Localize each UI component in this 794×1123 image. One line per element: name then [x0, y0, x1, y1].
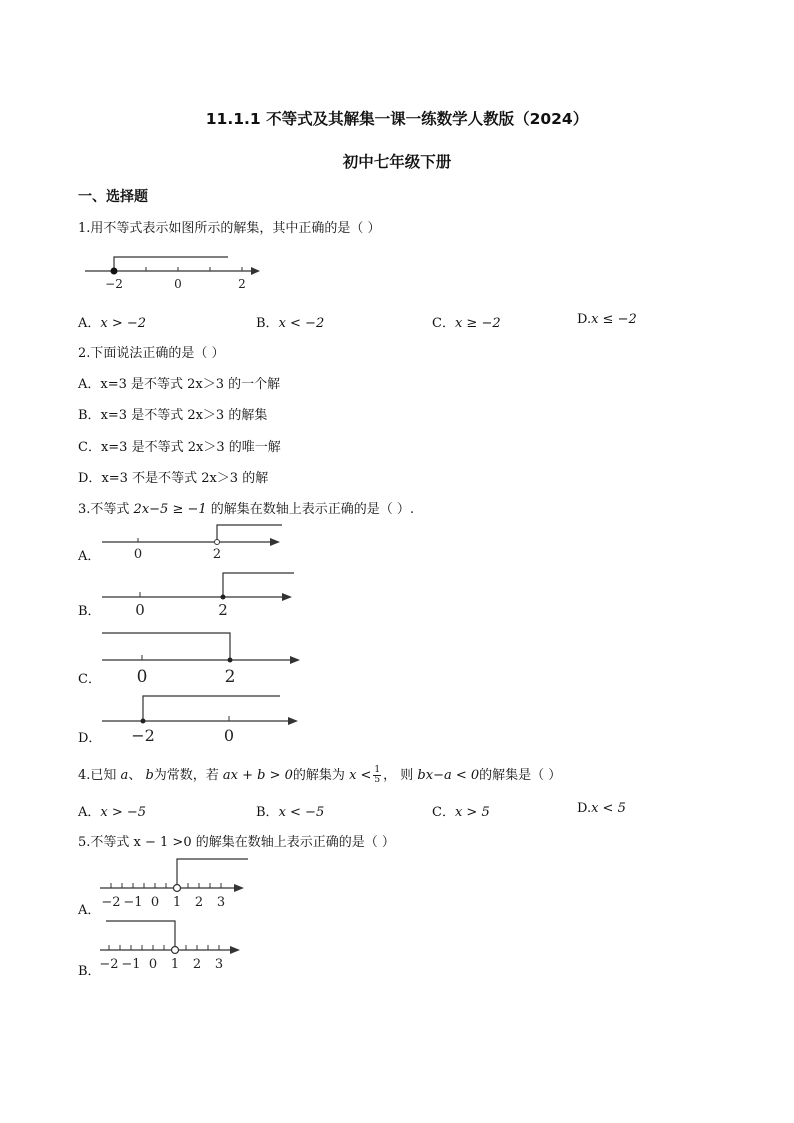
- stem-math: ax + b > 0: [222, 768, 293, 783]
- option-text: x=3 是不等式 2x＞3 的一个解: [100, 377, 281, 392]
- tick-label: −2: [131, 726, 155, 745]
- tick-label: 2: [212, 547, 222, 562]
- tick-label: 2: [192, 957, 202, 972]
- stem-math: 2x−5 ≥ −1: [133, 502, 207, 517]
- stem-text: 为常数，若: [153, 768, 223, 783]
- document-subtitle: 初中七年级下册: [342, 153, 452, 171]
- option-label: A．: [78, 805, 101, 820]
- tick-label: 1: [170, 957, 180, 972]
- q2-option-b[interactable]: [78, 404, 267, 423]
- q3-option-c-label[interactable]: C．: [78, 672, 101, 687]
- tick-label: −2: [101, 895, 121, 910]
- q5-option-b-label[interactable]: B．: [78, 964, 101, 979]
- option-label: A．: [78, 377, 101, 392]
- stem-math: bx−a < 0: [417, 768, 480, 783]
- option-label: B．: [78, 408, 101, 423]
- tick-label: 2: [224, 667, 236, 687]
- stem-text: ， 则: [383, 768, 418, 783]
- document-title: 11.1.1 不等式及其解集一课一练数学人教版（2024）: [205, 110, 589, 128]
- q2-option-c[interactable]: [78, 436, 281, 455]
- option-text: x=3 不是不等式 2x＞3 的解: [101, 471, 269, 486]
- stem-math: x <: [349, 768, 372, 783]
- option-label: A．: [78, 316, 101, 331]
- fraction: [373, 766, 381, 785]
- option-math: x > −5: [100, 805, 147, 820]
- q3-option-d-label[interactable]: D．: [78, 731, 102, 746]
- fraction-numerator: 1: [374, 765, 381, 775]
- q2-option-d[interactable]: [78, 467, 268, 486]
- option-label: C．: [78, 440, 101, 455]
- option-math: x ≤ −2: [591, 312, 637, 327]
- tick-label: 0: [174, 277, 182, 291]
- stem-text: 、: [128, 768, 146, 783]
- q4-option-d[interactable]: [577, 801, 626, 816]
- stem-text: 3.不等式: [78, 502, 134, 517]
- option-label: D.: [577, 312, 592, 327]
- question-1-stem: 1.用不等式表示如图所示的解集，其中正确的是（ ）: [78, 221, 381, 236]
- option-label: C．: [432, 316, 455, 331]
- q3-option-b-label[interactable]: B．: [78, 604, 101, 619]
- tick-label: 0: [133, 547, 143, 562]
- q5-option-a-number-line[interactable]: [98, 855, 258, 910]
- stem-text: 的解集在数轴上表示正确的是（ ）.: [206, 502, 415, 517]
- tick-label: 0: [150, 895, 160, 910]
- question-3-stem: [78, 498, 414, 517]
- tick-label: 2: [238, 277, 246, 291]
- option-text: x=3 是不等式 2x＞3 的解集: [100, 408, 268, 423]
- question-1-number-line: [80, 250, 270, 295]
- stem-math: a: [120, 768, 129, 783]
- option-math: x ≥ −2: [454, 316, 501, 331]
- question-2-stem: 2.下面说法正确的是（ ）: [78, 346, 225, 361]
- option-math: x > 5: [454, 805, 490, 820]
- tick-label: 3: [214, 957, 224, 972]
- q3-option-c-number-line[interactable]: [98, 628, 308, 688]
- tick-label: 2: [218, 601, 228, 619]
- tick-label: 2: [194, 895, 204, 910]
- option-math: x < −5: [278, 805, 325, 820]
- tick-label: −1: [121, 957, 141, 972]
- question-5-stem: 5.不等式 x − 1 >0 的解集在数轴上表示正确的是（ ）: [78, 835, 395, 850]
- q2-option-a[interactable]: [78, 373, 280, 392]
- q1-option-c[interactable]: [432, 312, 501, 331]
- option-label: D．: [78, 471, 102, 486]
- q3-option-a-number-line[interactable]: [98, 520, 288, 560]
- q4-option-a[interactable]: [78, 801, 146, 820]
- option-math: x < 5: [591, 801, 626, 816]
- q4-option-b[interactable]: [256, 801, 324, 820]
- q1-option-a[interactable]: [78, 312, 146, 331]
- tick-label: 3: [216, 895, 226, 910]
- stem-text: 4.已知: [78, 768, 121, 783]
- question-4-stem: [78, 764, 561, 785]
- option-label: B．: [256, 316, 279, 331]
- section-title: 一、选择题: [78, 189, 148, 205]
- option-text: x=3 是不等式 2x＞3 的唯一解: [100, 440, 281, 455]
- tick-label: −2: [99, 957, 119, 972]
- q3-option-b-number-line[interactable]: [98, 570, 298, 620]
- tick-label: 0: [148, 957, 158, 972]
- stem-text: 的解集为: [292, 768, 350, 783]
- option-math: x > −2: [100, 316, 147, 331]
- option-label: B．: [256, 805, 279, 820]
- tick-label: 1: [172, 895, 182, 910]
- q3-option-d-number-line[interactable]: [98, 690, 308, 745]
- q3-option-a-label[interactable]: A．: [78, 549, 101, 564]
- q5-option-a-label[interactable]: A．: [78, 903, 101, 918]
- tick-label: 0: [223, 726, 235, 745]
- tick-label: −2: [105, 277, 123, 291]
- option-label: D.: [577, 801, 592, 816]
- fraction-denominator: 5: [374, 775, 381, 785]
- q5-option-b-number-line[interactable]: [98, 915, 258, 970]
- q1-option-b[interactable]: [256, 312, 324, 331]
- stem-text: 的解集是（ ）: [479, 768, 562, 783]
- option-math: x < −2: [278, 316, 325, 331]
- q4-option-c[interactable]: [432, 801, 490, 820]
- tick-label: −1: [123, 895, 143, 910]
- tick-label: 0: [136, 667, 148, 687]
- q1-option-d[interactable]: [577, 312, 637, 327]
- stem-math: b: [145, 768, 154, 783]
- option-label: C．: [432, 805, 455, 820]
- tick-label: 0: [135, 601, 145, 619]
